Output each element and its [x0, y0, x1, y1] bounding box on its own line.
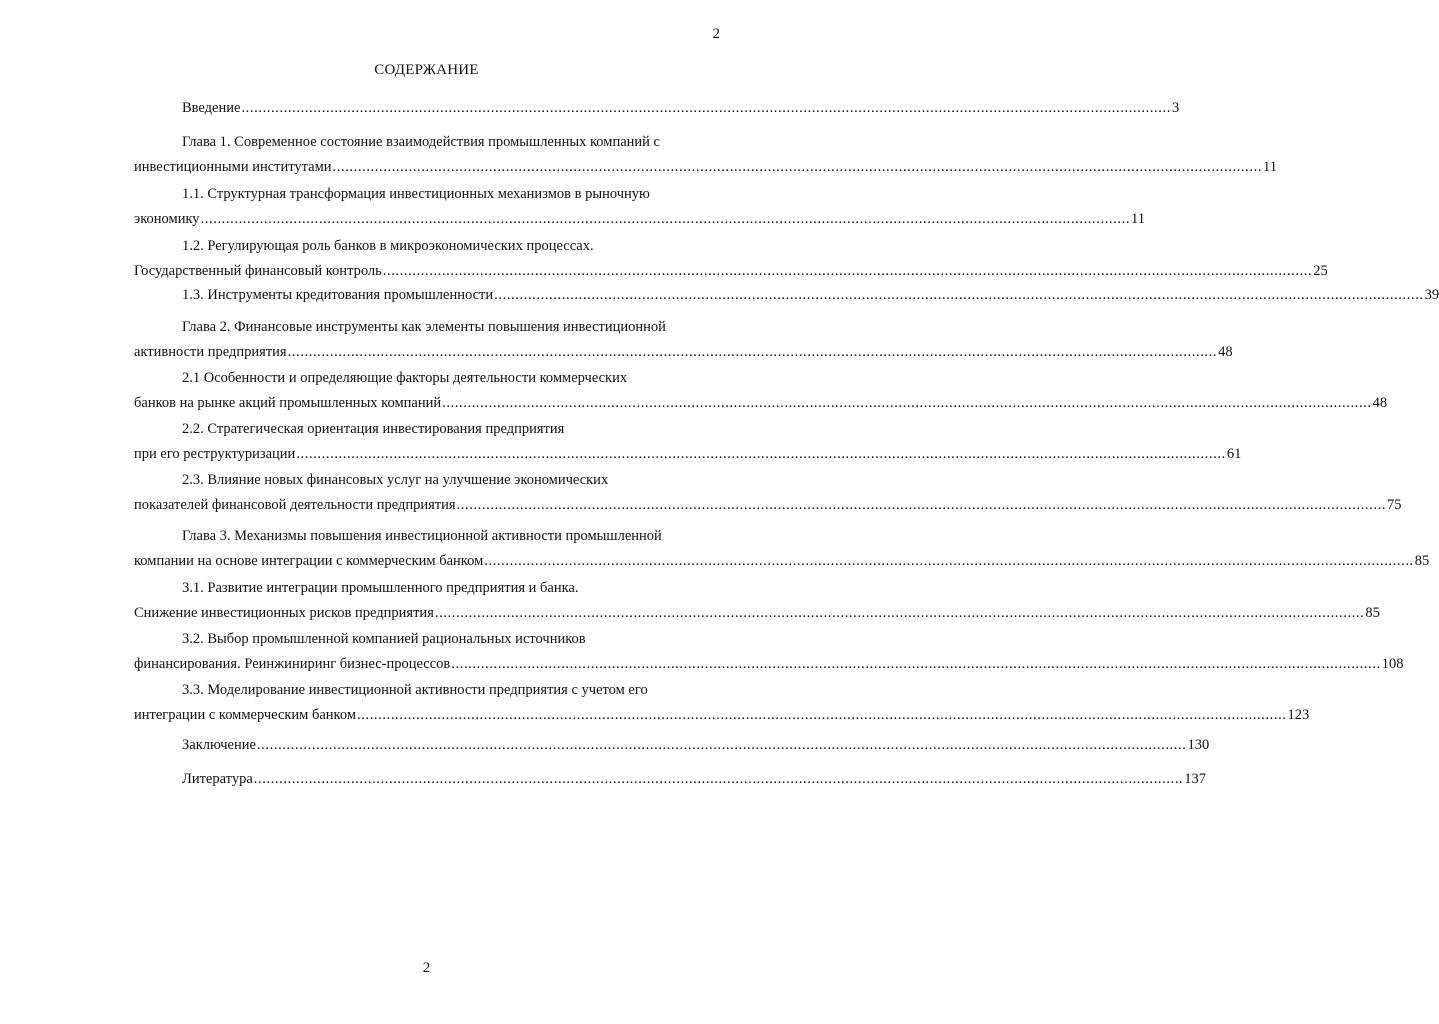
leader-dots: ............................................................................................................................................................................................................................	[296, 446, 1226, 462]
toc-page-number: 85	[1365, 605, 1380, 621]
toc-entry-label: Заключение	[182, 737, 256, 753]
toc-entry-line: 2.3. Влияние новых финансовых услуг на улучшение экономических	[182, 472, 609, 488]
toc-entry-s3-3[interactable]	[134, 707, 1310, 727]
toc-entry-label: компании на основе интеграции с коммерческим банком	[134, 553, 484, 569]
leader-dots: ............................................................................................................................................................................................................................	[256, 737, 1187, 753]
toc-entry-label: интеграции с коммерческим банком	[134, 707, 357, 723]
toc-entry-s2-3[interactable]	[134, 497, 1402, 517]
toc-entry-concl[interactable]	[182, 737, 1210, 757]
toc-entry-s1-2[interactable]	[134, 263, 1328, 283]
toc-page-number: 85	[1414, 553, 1430, 569]
toc-page-number: 11	[1131, 211, 1146, 227]
leader-dots: ............................................................................................................................................................................................................................	[287, 344, 1218, 360]
toc-entry-line: 3.1. Развитие интеграции промышленного предприятия и банка.	[182, 580, 579, 596]
toc-entry-s3-2[interactable]	[134, 656, 1404, 676]
toc-entry-label: активности предприятия	[134, 344, 287, 360]
toc-entry-label: инвестиционными институтами	[134, 159, 332, 175]
toc-entry-label: Государственный финансовый контроль	[134, 263, 382, 279]
toc-entry-label: Введение	[182, 100, 241, 116]
toc-entry-label: финансирования. Реинжиниринг бизнес-процессов	[134, 656, 451, 672]
toc-page-number: 61	[1226, 446, 1242, 462]
toc-page-number: 137	[1184, 771, 1207, 787]
toc-page-number: 123	[1287, 707, 1310, 723]
toc-entry-line: 2.2. Стратегическая ориентация инвестирования предприятия	[182, 421, 565, 437]
toc-entry-label: Литература	[182, 771, 253, 787]
toc-entry-ch3[interactable]	[134, 553, 1430, 573]
toc-page-number: 3	[1171, 100, 1180, 116]
toc-entry-line: Глава 3. Механизмы повышения инвестиционной активности промышленной	[182, 528, 662, 544]
toc-entry-ch1[interactable]	[134, 159, 1278, 179]
toc-entry-lit[interactable]	[182, 771, 1207, 791]
leader-dots: ............................................................................................................................................................................................................................	[434, 605, 1365, 621]
toc-page-number: 11	[1263, 159, 1278, 175]
toc-entry-s2-1[interactable]	[134, 395, 1388, 415]
toc-page-number: 39	[1424, 287, 1439, 303]
toc-entry-label: Снижение инвестиционных рисков предприятия	[134, 605, 434, 621]
toc-page-number: 25	[1313, 263, 1328, 279]
leader-dots: ............................................................................................................................................................................................................................	[456, 497, 1387, 513]
toc-page-number: 48	[1372, 395, 1388, 411]
toc-entry-label: показателей финансовой деятельности предприятия	[134, 497, 456, 513]
leader-dots: ............................................................................................................................................................................................................................	[357, 707, 1287, 723]
page-number-bottom: 2	[422, 960, 431, 976]
leader-dots: ............................................................................................................................................................................................................................	[494, 287, 1424, 303]
leader-dots: ............................................................................................................................................................................................................................	[382, 263, 1313, 279]
toc-title: СОДЕРЖАНИЕ	[374, 62, 479, 78]
toc-entry-ch2[interactable]	[134, 344, 1233, 364]
leader-dots: ............................................................................................................................................................................................................................	[332, 159, 1263, 175]
toc-entry-s2-2[interactable]	[134, 446, 1242, 466]
page-number-top: 2	[712, 26, 720, 42]
toc-page-number: 48	[1218, 344, 1233, 360]
toc-entry-s1-1[interactable]	[134, 211, 1146, 231]
toc-page-number: 108	[1381, 656, 1404, 672]
toc-entry-line: 2.1 Особенности и определяющие факторы деятельности коммерческих	[182, 370, 628, 386]
toc-entry-s1-3[interactable]	[182, 287, 1439, 307]
toc-entry-line: 1.2. Регулирующая роль банков в микроэкономических процессах.	[182, 238, 594, 254]
leader-dots: ............................................................................................................................................................................................................................	[253, 771, 1184, 787]
toc-entry-s3-1[interactable]	[134, 605, 1380, 625]
toc-entry-label: экономику	[134, 211, 200, 227]
toc-entry-label: банков на рынке акций промышленных компаний	[134, 395, 442, 411]
leader-dots: ............................................................................................................................................................................................................................	[451, 656, 1381, 672]
leader-dots: ............................................................................................................................................................................................................................	[241, 100, 1171, 116]
toc-entry-line: Глава 1. Современное состояние взаимодействия промышленных компаний с	[182, 134, 660, 150]
toc-entry-label: 1.3. Инструменты кредитования промышленности	[182, 287, 494, 303]
toc-entry-line: Глава 2. Финансовые инструменты как элементы повышения инвестиционной	[182, 319, 666, 335]
leader-dots: ............................................................................................................................................................................................................................	[484, 553, 1414, 569]
toc-entry-line: 3.2. Выбор промышленной компанией рациональных источников	[182, 631, 586, 647]
toc-entry-line: 1.1. Структурная трансформация инвестиционных механизмов в рыночную	[182, 186, 650, 202]
toc-entry-intro[interactable]	[182, 100, 1180, 120]
toc-page-number: 130	[1187, 737, 1210, 753]
toc-entry-label: при его реструктуризации	[134, 446, 296, 462]
toc-entry-line: 3.3. Моделирование инвестиционной активности предприятия с учетом его	[182, 682, 648, 698]
toc-page-number: 75	[1387, 497, 1402, 513]
leader-dots: ............................................................................................................................................................................................................................	[200, 211, 1131, 227]
leader-dots: ............................................................................................................................................................................................................................	[442, 395, 1372, 411]
